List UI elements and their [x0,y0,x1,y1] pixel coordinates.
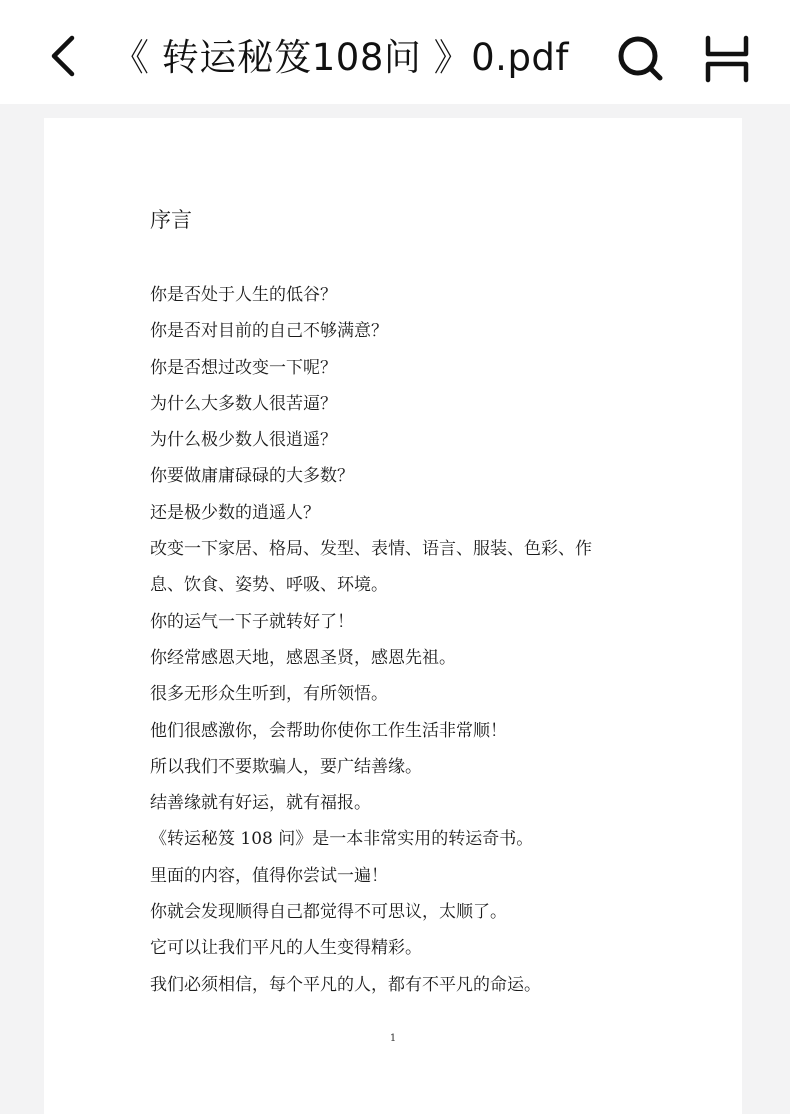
text-line: 很多无形众生听到，有所领悟。 [150,684,388,705]
search-button[interactable] [612,30,668,86]
pdf-page[interactable] [44,118,742,1114]
text-line: 里面的内容，值得你尝试一遍！ [150,865,388,886]
text-line: 还是极少数的逍遥人？ [150,502,320,523]
text-line: 改变一下家居、格局、发型、表情、语言、服装、色彩、作 [150,539,592,560]
text-line: 你是否处于人生的低谷？ [150,285,337,305]
grid-view-icon [700,34,754,84]
text-line: 你就会发现顺得自己都觉得不可思议，太顺了。 [150,902,507,923]
text-line: 你的运气一下子就转好了！ [150,611,354,632]
text-line: 他们很感激你，会帮助你使你工作生活非常顺！ [150,720,507,741]
text-line: 你是否对目前的自己不够满意？ [150,321,388,342]
page-number: 1 [389,1033,397,1044]
text-line: 结善缘就有好运，就有福报。 [150,793,371,814]
search-icon [612,30,668,86]
text-line: 为什么大多数人很苦逼？ [150,393,337,414]
text-line: 息、饮食、姿势、呼吸、环境。 [150,575,388,596]
back-button[interactable] [40,28,92,84]
top-toolbar [0,0,790,104]
text-line: 你要做庸庸碌碌的大多数？ [150,466,354,487]
text-line: 我们必须相信，每个平凡的人，都有不平凡的命运。 [150,974,541,995]
chevron-left-icon [40,28,92,84]
text-line: 你经常感恩天地，感恩圣贤，感恩先祖。 [150,647,456,668]
grid-view-button[interactable] [700,34,754,84]
section-heading: 序言 [150,208,192,232]
text-line: 《转运秘笈 108 问》是一本非常实用的转运奇书。 [150,829,534,850]
preface-text [150,277,650,1003]
text-line: 它可以让我们平凡的人生变得精彩。 [150,938,422,959]
text-line: 你是否想过改变一下呢？ [150,357,337,378]
text-line: 为什么极少数人很逍遥？ [150,430,337,451]
text-line: 所以我们不要欺骗人，要广结善缘。 [150,756,422,777]
document-title: 《 转运秘笈108问 》0.pdf [112,36,569,79]
